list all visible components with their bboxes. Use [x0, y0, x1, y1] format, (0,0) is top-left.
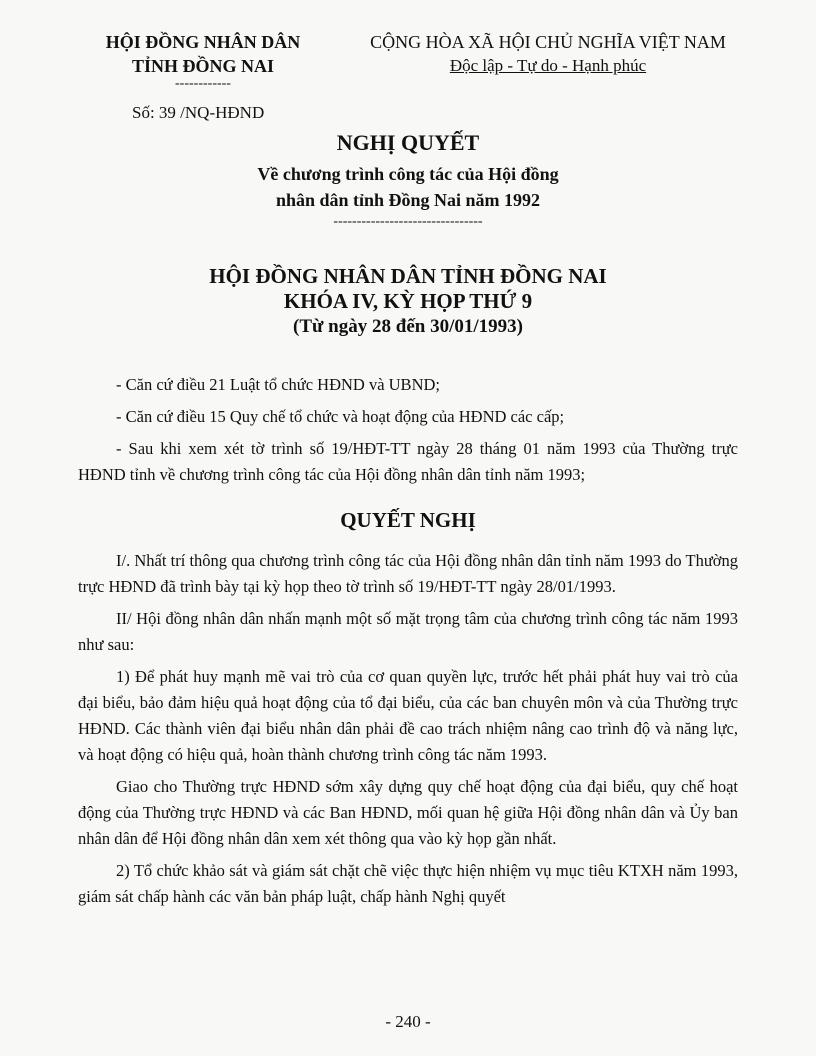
document-number: Số: 39 /NQ-HĐND	[132, 103, 265, 122]
national-motto: Độc lập - Tự do - Hạnh phúc	[449, 56, 647, 75]
decision-paragraph: I/. Nhất trí thông qua chương trình công tác của Hội đồng nhân dân tỉnh năm 1993 do Thường trực HĐND đã trình bày tại kỳ họp theo tờ trình số 19/HĐT-TT ngày 28/01/1993.	[78, 551, 738, 596]
national-header	[360, 30, 736, 78]
org-name-line2: TỈNH ĐỒNG NAI	[131, 56, 274, 76]
session-dates: (Từ ngày 28 đến 30/01/1993)	[293, 316, 523, 337]
document-title: NGHỊ QUYẾT	[336, 130, 480, 155]
decision-body	[78, 548, 738, 916]
preamble-item: - Sau khi xem xét tờ trình số 19/HĐT-TT ngày 28 tháng 01 năm 1993 của Thường trực HĐND tỉnh về chương trình công tác của Hội đồng nhân dân tỉnh năm 1993;	[78, 439, 738, 484]
page-number: - 240 -	[385, 1012, 431, 1031]
decision-paragraph: 2) Tổ chức khảo sát và giám sát chặt chẽ việc thực hiện nhiệm vụ mục tiêu KTXH năm 1993, giám sát chấp hành các văn bản pháp luật, chấp hành Nghị quyết	[78, 861, 738, 906]
council-session: KHÓA IV, KỲ HỌP THỨ 9	[283, 289, 533, 313]
council-name: HỘI ĐỒNG NHÂN DÂN TỈNH ĐỒNG NAI	[209, 264, 607, 288]
country-name: CỘNG HÒA XÃ HỘI CHỦ NGHĨA VIỆT NAM	[370, 32, 726, 52]
document-subtitle-line1: Về chương trình công tác của Hội đồng	[257, 164, 559, 184]
issuing-organization	[92, 30, 314, 90]
preamble-item: - Căn cứ điều 15 Quy chế tổ chức và hoạt động của HĐND các cấp;	[116, 407, 565, 426]
org-underline-dashes: ------------	[175, 76, 231, 91]
decision-paragraph: Giao cho Thường trực HĐND sớm xây dựng quy chế hoạt động của đại biểu, quy chế hoạt động của Thường trực HĐND và các Ban HĐND, mối quan hệ giữa Hội đồng nhân dân và Ủy ban nhân dân để Hội đồng nhân dân xem xét thông qua vào kỳ họp gần nhất.	[78, 777, 738, 848]
document-subtitle-line2: nhân dân tỉnh Đồng Nai năm 1992	[275, 190, 541, 210]
decision-paragraph: 1) Để phát huy mạnh mẽ vai trò của cơ quan quyền lực, trước hết phải phát huy vai trò của đại biểu, bảo đảm hiệu quả hoạt động của tổ đại biểu, của các ban chuyên môn và của Thường trực HĐND. Các thành viên đại biểu nhân dân phải đề cao trách nhiệm nâng cao trình độ và năng lực, và hoạt động có hiệu quả, hoàn thành chương trình công tác năm 1993.	[78, 667, 738, 764]
decision-heading: QUYẾT NGHỊ	[340, 508, 476, 532]
org-name-line1: HỘI ĐỒNG NHÂN DÂN	[105, 32, 301, 52]
council-block	[0, 264, 816, 339]
decision-paragraph: II/ Hội đồng nhân dân nhấn mạnh một số mặt trọng tâm của chương trình công tác năm 1993 như sau:	[78, 609, 738, 654]
preamble	[78, 372, 738, 494]
title-separator: --------------------------------	[333, 214, 483, 229]
preamble-item: - Căn cứ điều 21 Luật tổ chức HĐND và UBND;	[116, 375, 440, 394]
